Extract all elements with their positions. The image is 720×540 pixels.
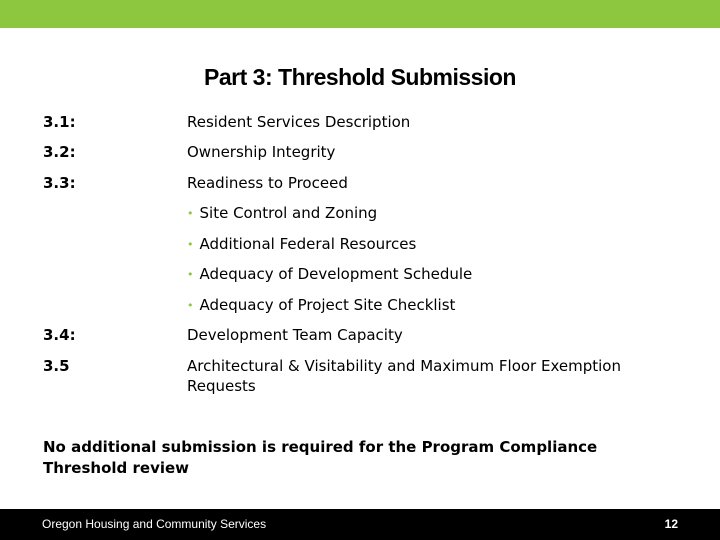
item-label: Readiness to Proceed [187,174,348,192]
footer-bar [0,509,720,540]
bullet-icon: • [187,268,194,281]
item-label: Development Team Capacity [187,326,403,344]
item-number: 3.3: [43,174,76,192]
bullet-icon: • [187,207,194,220]
sub-bullet-development-schedule [187,264,472,286]
sub-bullet-federal-resources [187,234,416,256]
sub-bullet-text: Site Control and Zoning [199,204,378,222]
sub-bullet-text: Adequacy of Development Schedule [199,265,473,283]
item-label: Architectural & Visitability and Maximum Floor Exemption Requests [187,357,621,395]
footer-organization: Oregon Housing and Community Services [42,517,267,531]
item-number: 3.1: [43,113,76,131]
sub-bullet-text: Additional Federal Resources [199,235,417,253]
sub-bullet-text: Adequacy of Project Site Checklist [199,296,456,314]
item-label: Resident Services Description [187,113,411,131]
item-label: Ownership Integrity [187,143,336,161]
sub-bullet-site-checklist [187,295,455,317]
item-number: 3.4: [43,326,76,344]
compliance-note: No additional submission is required for the Program Compliance Threshold review [43,438,598,477]
page-number: 12 [664,517,678,531]
header-accent-bar [0,0,720,28]
sub-bullet-site-control [187,203,377,225]
bullet-icon: • [187,238,194,251]
item-number: 3.2: [43,143,76,161]
bullet-icon: • [187,299,194,312]
slide-title: Part 3: Threshold Submission [204,64,516,90]
item-number: 3.5 [43,357,70,375]
